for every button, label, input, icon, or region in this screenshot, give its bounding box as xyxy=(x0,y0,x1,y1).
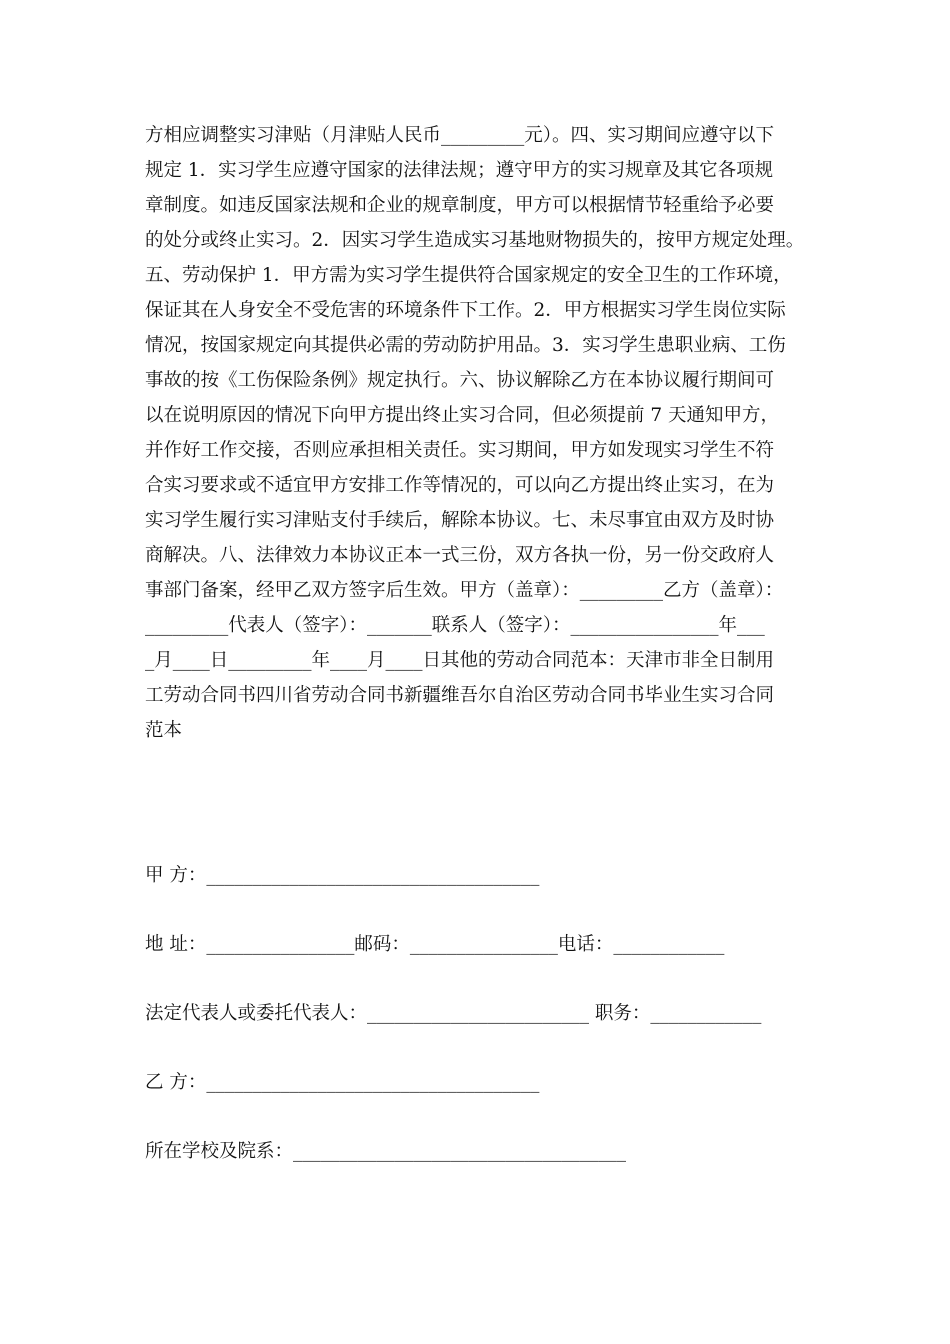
party-b-field: 乙 方：____________________________________ xyxy=(145,1072,540,1093)
body-line-15: _________代表人（签字）：_______联系人（签字）：________________年___ xyxy=(145,615,765,636)
school-field: 所在学校及院系：____________________________________ xyxy=(145,1141,627,1162)
body-line-9: 以在说明原因的情况下向甲方提出终止实习合同，但必须提前 7 天通知甲方， xyxy=(145,405,780,426)
body-line-7: 情况，按国家规定向其提供必需的劳动防护用品。3．实习学生患职业病、工伤 xyxy=(145,335,786,356)
body-line-10: 并作好工作交接，否则应承担相关责任。实习期间，甲方如发现实习学生不符 xyxy=(145,440,775,461)
body-line-13: 商解决。八、法律效力本协议正本一式三份，双方各执一份，另一份交政府人 xyxy=(145,545,775,566)
body-line-8: 事故的按《工伤保险条例》规定执行。六、协议解除乙方在本协议履行期间可 xyxy=(145,370,775,391)
body-line-18: 范本 xyxy=(145,720,183,741)
body-line-16: _月____日_________年____月____日其他的劳动合同范本：天津市非全日制用 xyxy=(145,650,775,671)
body-line-11: 合实习要求或不适宜甲方安排工作等情况的，可以向乙方提出终止实习，在为 xyxy=(145,475,775,496)
body-line-3: 章制度。如违反国家法规和企业的规章制度，甲方可以根据情节轻重给予必要 xyxy=(145,195,775,216)
body-line-1: 方相应调整实习津贴（月津贴人民币_________元）。四、实习期间应遵守以下 xyxy=(145,125,775,146)
body-line-12: 实习学生履行实习津贴支付手续后，解除本协议。七、未尽事宜由双方及时协 xyxy=(145,510,775,531)
body-line-5: 五、劳动保护 1．甲方需为实习学生提供符合国家规定的安全卫生的工作环境， xyxy=(145,265,792,286)
party-a-field: 甲 方：____________________________________ xyxy=(145,865,540,886)
body-line-14: 事部门备案，经甲乙双方签字后生效。甲方（盖章）：_________乙方（盖章）： xyxy=(145,580,784,601)
body-line-6: 保证其在人身安全不受危害的环境条件下工作。2．甲方根据实习学生岗位实际 xyxy=(145,300,786,321)
address-field: 地 址：________________邮码：________________电话：____________ xyxy=(145,934,725,955)
body-line-17: 工劳动合同书四川省劳动合同书新疆维吾尔自治区劳动合同书毕业生实习合同 xyxy=(145,685,775,706)
representative-field: 法定代表人或委托代表人：________________________ 职务：____________ xyxy=(145,1003,762,1024)
body-line-2: 规定 1．实习学生应遵守国家的法律法规；遵守甲方的实习规章及其它各项规 xyxy=(145,160,774,181)
body-line-4: 的处分或终止实习。2．因实习学生造成实习基地财物损失的，按甲方规定处理。 xyxy=(145,230,805,251)
